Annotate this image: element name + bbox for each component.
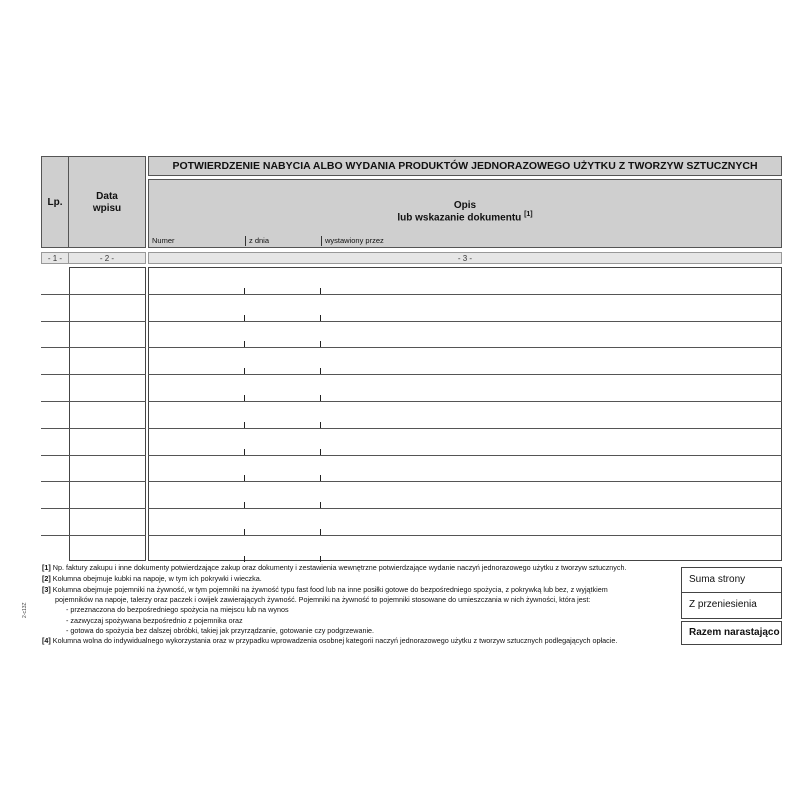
footnote-3-cont: pojemników na napoje, talerzy oraz paczek i owijek zawierających żywność. Pojemniki na żywność to pojemniki stosowane do umieszczania w nich żywności, która jest:: [55, 595, 591, 604]
header-opis-cell: [148, 179, 782, 248]
sub-wystawiony-label: wystawiony przez: [321, 236, 384, 246]
header-opis-label-1: Opis: [453, 200, 477, 211]
row-divider-tick: [244, 395, 245, 401]
table-row: [41, 294, 146, 295]
table-row: [41, 401, 146, 402]
table-row: [148, 294, 782, 295]
row-divider-tick: [320, 288, 321, 294]
table-row: [148, 374, 782, 375]
footnote-3: [3] Kolumna obejmuje pojemniki na żywność, w tym pojemniki na żywność typu fast food lub na inne posiłki gotowe do bezpośredniego spożycia, z pokrywką lub bez, z wyjątkiem: [42, 585, 608, 594]
footnote-3-item-2: - zazwyczaj spożywana bezpośrednio z pojemnika oraz: [66, 616, 243, 625]
opis-column-body: [148, 267, 782, 561]
row-divider-tick: [320, 449, 321, 455]
header-opis-ref: [1]: [524, 211, 533, 218]
header-data-label-1: Data: [96, 191, 118, 202]
sub-numer-label: Numer: [152, 236, 175, 245]
suma-strony-box: Suma strony: [681, 567, 782, 593]
table-row: [41, 535, 146, 536]
z-przeniesienia-box: Z przeniesienia: [681, 593, 782, 619]
table-row: [148, 321, 782, 322]
header-lp-cell: [41, 156, 69, 248]
row-divider-tick: [320, 368, 321, 374]
row-divider-tick: [320, 422, 321, 428]
razem-narastajaco-box: Razem narastająco: [681, 621, 782, 645]
row-divider-tick: [244, 556, 245, 562]
row-divider-tick: [320, 315, 321, 321]
row-divider-tick: [244, 502, 245, 508]
row-divider-tick: [320, 395, 321, 401]
header-data-label-2: wpisu: [92, 203, 122, 214]
table-row: [41, 347, 146, 348]
row-divider-tick: [244, 475, 245, 481]
table-row: [41, 428, 146, 429]
side-code: 2-c13Z: [22, 602, 28, 618]
row-divider-tick: [320, 529, 321, 535]
footnote-4: [4] Kolumna wolna do indywidualnego wykorzystania oraz w przypadku wprowadzenia osobnej kategorii naczyń jednorazowego użytku z tworzyw sztucznych podlegających opłacie.: [42, 636, 618, 645]
table-row: [41, 374, 146, 375]
footnote-3-item-3: - gotowa do spożycia bez dalszej obróbki, takiej jak przyrządzanie, gotowanie czy podgrzewanie.: [66, 626, 375, 635]
table-row: [148, 401, 782, 402]
row-divider-tick: [244, 449, 245, 455]
row-divider-tick: [244, 529, 245, 535]
row-divider-tick: [320, 502, 321, 508]
header-lp-label: Lp.: [47, 197, 63, 208]
row-divider-tick: [244, 288, 245, 294]
row-divider-tick: [244, 422, 245, 428]
header-data-cell: [69, 156, 146, 248]
header-opis-label-2: [149, 211, 781, 223]
table-row: [41, 455, 146, 456]
table-row: [148, 428, 782, 429]
footnote-1: [1] Np. faktury zakupu i inne dokumenty potwierdzające zakup oraz dokumenty i zestawienia wewnętrzne potwierdzające wydanie naczyń jednorazowego użytku z tworzyw sztucznych.: [42, 563, 627, 572]
colnum-3: - 3 -: [148, 252, 782, 264]
table-row: [148, 455, 782, 456]
page-title: POTWIERDZENIE NABYCIA ALBO WYDANIA PRODUKTÓW JEDNORAZOWEGO UŻYTKU Z TWORZYW SZTUCZNYCH: [148, 156, 782, 176]
colnum-1: - 1 -: [41, 252, 69, 264]
table-row: [148, 535, 782, 536]
table-row: [148, 481, 782, 482]
row-divider-tick: [320, 341, 321, 347]
table-row: [41, 321, 146, 322]
data-column-body: [69, 267, 146, 561]
row-divider-tick: [244, 341, 245, 347]
row-divider-tick: [320, 556, 321, 562]
table-row: [41, 508, 146, 509]
row-divider-tick: [244, 368, 245, 374]
colnum-2: - 2 -: [69, 252, 146, 264]
footnote-3-item-1: - przeznaczona do bezpośredniego spożycia na miejscu lub na wynos: [66, 605, 289, 614]
table-row: [148, 347, 782, 348]
table-row: [41, 481, 146, 482]
row-divider-tick: [320, 475, 321, 481]
sub-zdnia-label: z dnia: [245, 236, 269, 246]
header-opis-label-2-text: lub wskazanie dokumentu: [397, 212, 522, 224]
row-divider-tick: [244, 315, 245, 321]
table-row: [148, 508, 782, 509]
footnote-2: [2] Kolumna obejmuje kubki na napoje, w tym ich pokrywki i wieczka.: [42, 574, 262, 583]
